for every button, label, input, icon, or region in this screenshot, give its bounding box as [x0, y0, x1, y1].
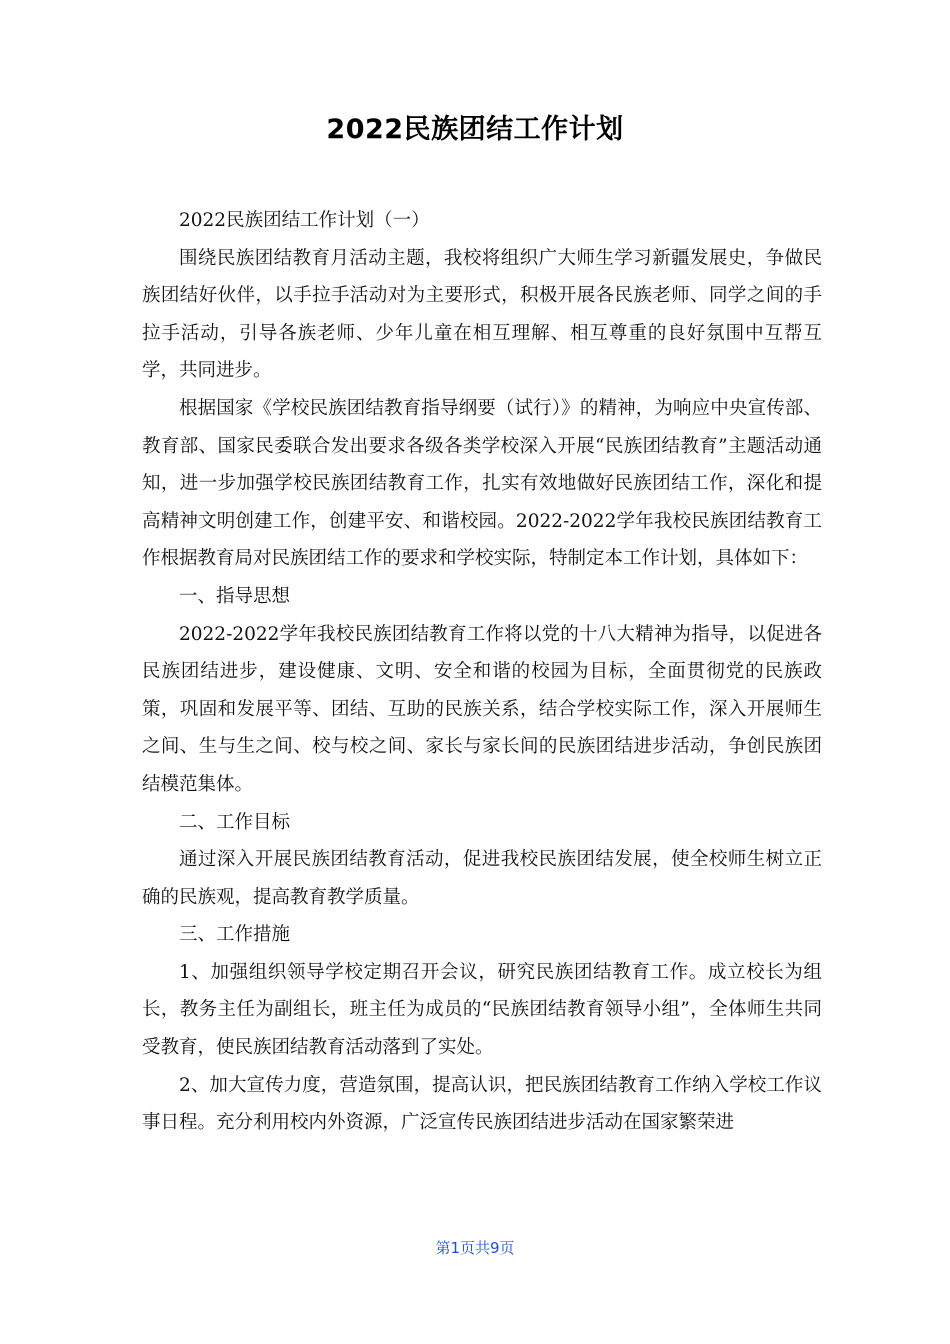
- document-title: 2022民族团结工作计划: [326, 114, 624, 145]
- paragraph: 根据国家《学校民族团结教育指导纲要（试行）》的精神，为响应中央宣传部、教育部、国家民委联合发出要求各级各类学校深入开展“民族团结教育”主题活动通知，进一步加强学校民族团结教育工作，扎实有效地做好民族团结工作，深化和提高精神文明创建工作，创建平安、和谐校园。2022-2022学年我校民族团结教育工作根据教育局对民族团结工作的要求和学校实际，特制定本工作计划，具体如下：: [142, 397, 822, 570]
- paragraph: 1、加强组织领导学校定期召开会议，研究民族团结教育工作。成立校长为组长，教务主任为副组长，班主任为成员的“民族团结教育领导小组”，全体师生共同受教育，使民族团结教育活动落到了实处。: [142, 961, 822, 1059]
- paragraph-subtitle: 2022民族团结工作计划（一）: [179, 210, 430, 231]
- page-number-footer: 第1页共9页: [435, 1239, 515, 1257]
- paragraph: 围绕民族团结教育月活动主题，我校将组织广大师生学习新疆发展史，争做民族团结好伙伴，以手拉手活动对为主要形式，积极开展各民族老师、同学之间的手拉手活动，引导各族老师、少年儿童在相互理解、相互尊重的良好氛围中互帮互学，共同进步。: [142, 247, 822, 382]
- document-body: [142, 202, 822, 1142]
- paragraph: 2、加大宣传力度，营造氛围，提高认识，把民族团结教育工作纳入学校工作议事日程。充分利用校内外资源，广泛宣传民族团结进步活动在国家繁荣进: [142, 1074, 822, 1134]
- section-heading: 三、工作措施: [179, 924, 291, 946]
- paragraph: 通过深入开展民族团结教育活动，促进我校民族团结发展，使全校师生树立正确的民族观，提高教育教学质量。: [142, 849, 822, 908]
- section-heading: 一、指导思想: [179, 585, 291, 607]
- paragraph: 2022-2022学年我校民族团结教育工作将以党的十八大精神为指导，以促进各民族团结进步，建设健康、文明、安全和谐的校园为目标，全面贯彻党的民族政策，巩固和发展平等、团结、互助的民族关系，结合学校实际工作，深入开展师生之间、生与生之间、校与校之间、家长与家长间的民族团结进步活动，争创民族团结模范集体。: [142, 623, 822, 795]
- section-heading: 二、工作目标: [179, 811, 291, 833]
